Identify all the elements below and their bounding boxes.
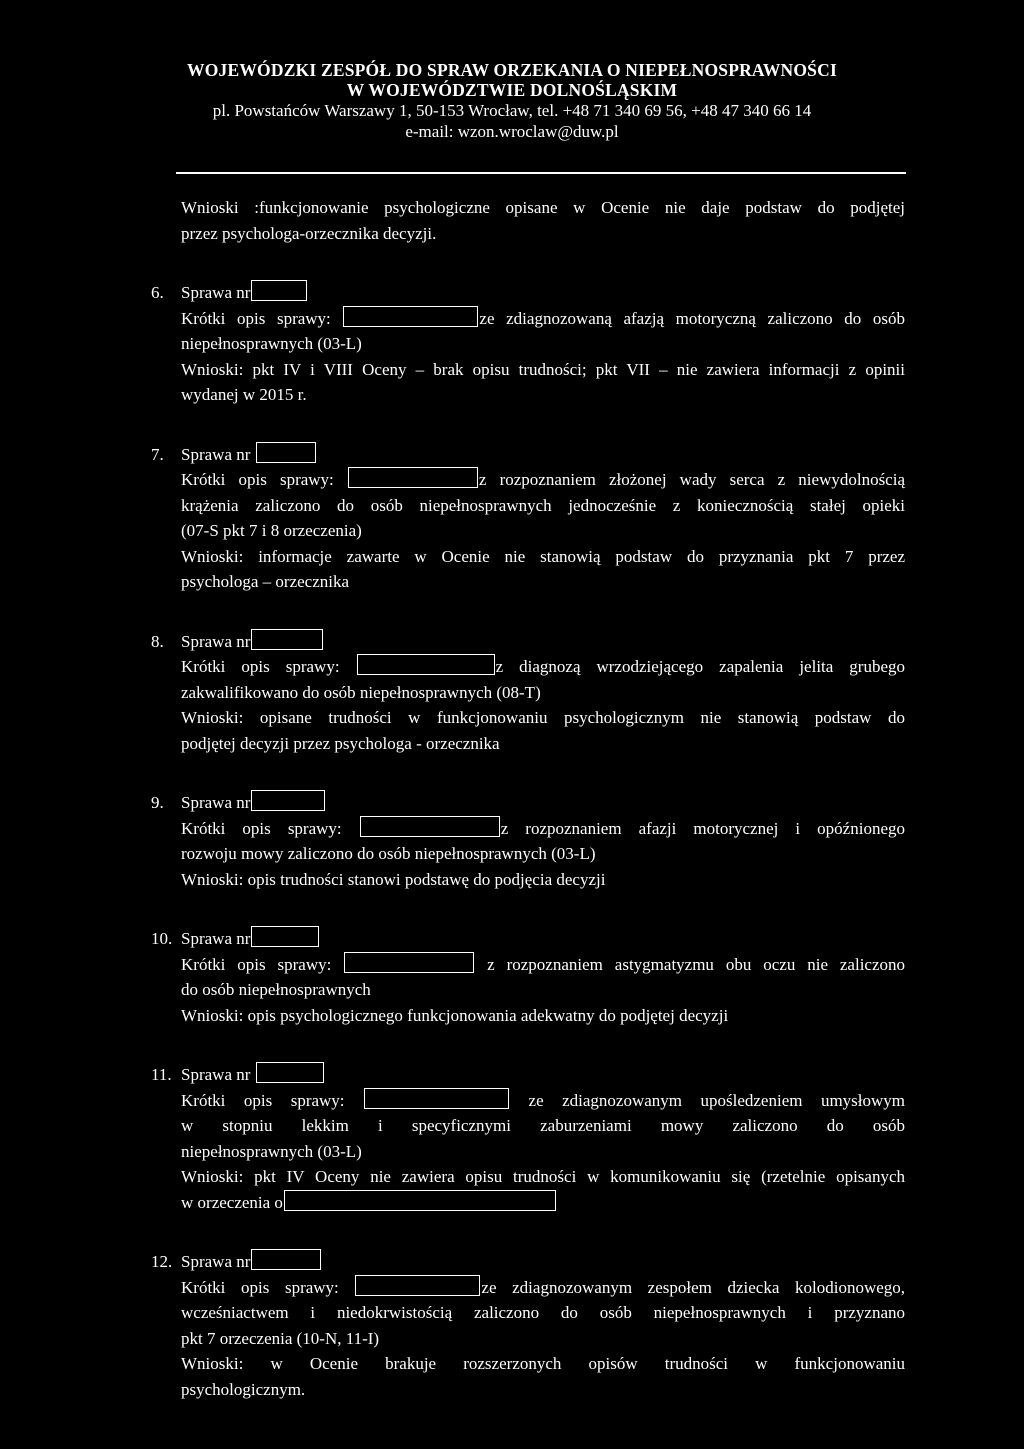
case-item-11	[151, 1062, 906, 1215]
conclusion-line-1: Wnioski: opis psychologicznego funkcjonowania adekwatny do podjętej decyzji	[181, 1005, 729, 1025]
conclusion-line-1: Wnioski: w Ocenie brakuje rozszerzonych opisów trudności w funkcjonowaniu	[181, 1354, 905, 1373]
case-number: 9.	[151, 793, 164, 812]
case-number: 10.	[151, 929, 173, 948]
description-line-1: z rozpoznaniem afazji motorycznej i opóźnionego	[500, 818, 905, 838]
case-number: 7.	[151, 444, 164, 464]
description-line-1: ze zdiagnozowanym upośledzeniem umysłowym	[528, 1090, 906, 1110]
conclusion-line-2: podjętej decyzji przez psychologa - orzecznika	[181, 733, 500, 753]
redacted-description	[348, 467, 478, 488]
institution-region: W WOJEWÓDZTWIE DOLNOŚLĄSKIM	[346, 80, 678, 100]
redacted-case-number	[251, 926, 319, 947]
description-label: Krótki opis sprawy:	[181, 470, 334, 489]
conclusion-line-2: psychologa – orzecznika	[181, 572, 350, 591]
case-item-6	[151, 280, 906, 408]
description-line-1: z rozpoznaniem złożonej wady serca z niewydolnością	[478, 470, 906, 489]
letterhead	[0, 60, 1024, 142]
conclusion-line-1: Wnioski: pkt IV i VIII Oceny – brak opisu trudności; pkt VII – nie zawiera informacji z opinii	[181, 359, 905, 379]
description-label: Krótki opis sprawy:	[181, 657, 340, 676]
redacted-case-number	[251, 280, 307, 301]
description-line-2: niepełnosprawnych (03-L)	[181, 334, 362, 353]
case-item-8	[151, 629, 906, 757]
redacted-case-number	[256, 442, 316, 463]
document-body	[151, 195, 906, 1402]
case-item-7	[151, 442, 906, 595]
redacted-description	[344, 952, 474, 973]
redacted-description	[343, 306, 478, 327]
description-label: Krótki opis sprawy:	[181, 308, 331, 328]
conclusion-line-1: Wnioski: opis trudności stanowi podstawę do podjęcia decyzji	[181, 869, 606, 889]
conclusion-line-1: Wnioski: informacje zawarte w Ocenie nie stanowią podstaw do przyznania pkt 7 przez	[181, 546, 905, 566]
description-line-3: pkt 7 orzeczenia (10-N, 11-I)	[181, 1328, 380, 1348]
case-number: 11.	[151, 1065, 172, 1084]
description-label: Krótki opis sprawy:	[181, 1277, 339, 1297]
conclusion-line-2: wydanej w 2015 r.	[181, 385, 307, 404]
redacted-reference	[284, 1190, 556, 1211]
case-number: 12.	[151, 1252, 173, 1271]
header-divider	[176, 172, 906, 174]
conclusion-line-2: w orzeczenia o	[181, 1192, 283, 1212]
description-line-1: z rozpoznaniem astygmatyzmu obu oczu nie zaliczono	[487, 954, 906, 974]
intro-conclusion-line-1: Wnioski :funkcjonowanie psychologiczne opisane w Ocenie nie daje podstaw do podjętej	[181, 198, 905, 217]
description-line-2: zakwalifikowano do osób niepełnosprawnych (08-T)	[181, 682, 541, 702]
intro-conclusion-line-2: przez psychologa-orzecznika decyzji.	[181, 223, 437, 243]
description-label: Krótki opis sprawy:	[181, 1090, 345, 1110]
redacted-case-number	[251, 629, 323, 650]
description-line-2: do osób niepełnosprawnych	[181, 980, 371, 999]
case-label: Sprawa nr	[181, 283, 251, 302]
redacted-description	[364, 1088, 509, 1109]
description-line-2: krążenia zaliczono do osób niepełnosprawnych jednocześnie z koniecznością stałej opieki	[181, 495, 905, 515]
institution-email: e-mail: wzon.wroclaw@duw.pl	[405, 122, 619, 141]
description-line-3: niepełnosprawnych (03-L)	[181, 1141, 362, 1161]
redacted-case-number	[256, 1062, 324, 1083]
description-label: Krótki opis sprawy:	[181, 818, 342, 838]
redacted-case-number	[251, 790, 325, 811]
institution-name: WOJEWÓDZKI ZESPÓŁ DO SPRAW ORZEKANIA O NIEPEŁNOSPRAWNOŚCI	[187, 60, 837, 80]
case-item-12	[151, 1249, 906, 1402]
description-label: Krótki opis sprawy:	[181, 954, 332, 974]
case-item-10	[151, 926, 906, 1028]
description-line-1: z diagnozą wrzodziejącego zapalenia jelita grubego	[495, 657, 906, 676]
case-label: Sprawa nr	[181, 631, 251, 651]
redacted-case-number	[251, 1249, 321, 1270]
redacted-description	[355, 1275, 480, 1296]
case-label: Sprawa nr	[181, 444, 251, 464]
description-line-2: rozwoju mowy zaliczono do osób niepełnosprawnych (03-L)	[181, 844, 596, 863]
description-line-2: wcześniactwem i niedokrwistością zaliczono do osób niepełnosprawnych i przyznano	[181, 1303, 905, 1322]
redacted-description	[357, 654, 495, 675]
description-line-3: (07-S pkt 7 i 8 orzeczenia)	[181, 521, 362, 540]
case-label: Sprawa nr	[181, 1252, 251, 1271]
case-number: 6.	[151, 283, 164, 302]
case-label: Sprawa nr	[181, 929, 251, 948]
description-line-2: w stopniu lekkim i specyficznymi zaburzeniami mowy zaliczono do osób	[181, 1116, 905, 1135]
description-line-1: ze zdiagnozowaną afazją motoryczną zaliczono do osób	[479, 308, 906, 328]
description-line-1: ze zdiagnozowanym zespołem dziecka kolodionowego,	[481, 1277, 906, 1297]
institution-address: pl. Powstańców Warszawy 1, 50-153 Wrocław, tel. +48 71 340 69 56, +48 47 340 66 14	[212, 101, 812, 120]
conclusion-line-1: Wnioski: pkt IV Oceny nie zawiera opisu trudności w komunikowaniu się (rzetelnie opisanych	[181, 1167, 905, 1186]
case-label: Sprawa nr	[181, 1065, 251, 1084]
case-number: 8.	[151, 631, 164, 651]
case-item-9	[151, 790, 905, 892]
redacted-description	[360, 816, 500, 837]
conclusion-line-1: Wnioski: opisane trudności w funkcjonowaniu psychologicznym nie stanowią podstaw do	[181, 708, 905, 727]
conclusion-line-2: psychologicznym.	[181, 1379, 306, 1399]
case-label: Sprawa nr	[181, 793, 251, 812]
